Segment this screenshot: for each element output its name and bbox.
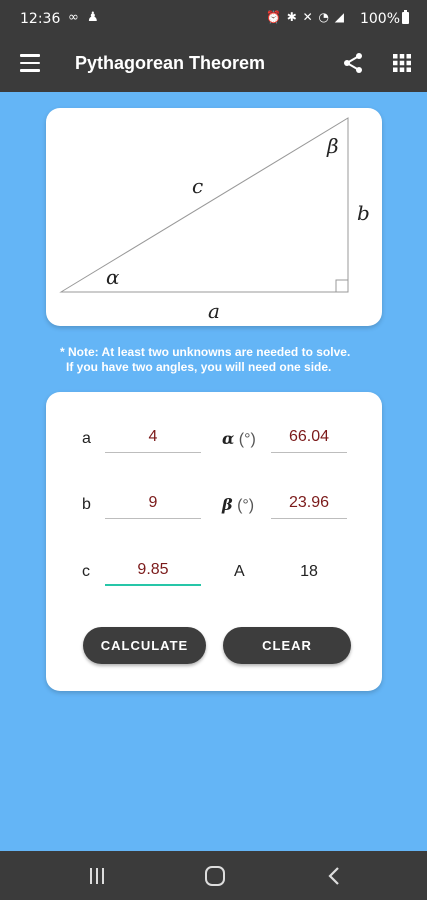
alpha-field-label: α (°) [222,429,256,448]
notification-icons: ∞ ♟ [68,10,101,25]
battery-icon [402,12,409,24]
side-b-label: b [357,201,370,225]
calculator-card [46,392,382,691]
calculate-button[interactable]: CALCULATE [83,627,206,664]
system-status-icons: ⏰ ✱ ✕ ◔ ◢ [266,10,346,24]
side-a-field-label: a [82,430,91,447]
side-b-field-label: b [82,496,91,513]
angle-alpha-label: α [106,265,120,289]
note-line-2: If you have two angles, you will need one side. [66,360,332,374]
angle-alpha-input[interactable]: 66.04 [271,423,347,453]
note-line-1: * Note: At least two unknowns are needed to solve. [60,345,351,359]
menu-icon[interactable] [20,54,40,72]
clear-button[interactable]: CLEAR [223,627,351,664]
angle-beta-input[interactable]: 23.96 [271,489,347,519]
home-icon[interactable] [205,866,225,886]
status-bar [0,0,427,38]
area-label: A [234,563,245,580]
beta-field-label: β (°) [222,495,255,514]
side-a-input[interactable]: 4 [105,423,201,453]
side-c-field-label: c [82,563,90,580]
hypotenuse-label: c [192,174,204,198]
side-b-input[interactable]: 9 [105,489,201,519]
back-icon[interactable] [327,866,341,886]
triangle-diagram-card [46,108,382,326]
recent-apps-icon[interactable] [88,868,106,884]
system-nav-bar [0,851,427,900]
share-icon[interactable] [341,51,365,75]
solve-note [60,345,390,375]
battery-indicator [360,11,409,27]
status-time: 12:36 [20,11,61,27]
battery-percent: 100% [359,11,400,27]
apps-grid-icon[interactable] [392,53,412,73]
side-c-input[interactable]: 9.85 [105,556,201,586]
app-bar [0,38,427,92]
side-a-label: a [208,299,220,323]
angle-beta-label: β [327,134,339,158]
app-title: Pythagorean Theorem [75,53,266,73]
area-value: 18 [300,563,318,580]
